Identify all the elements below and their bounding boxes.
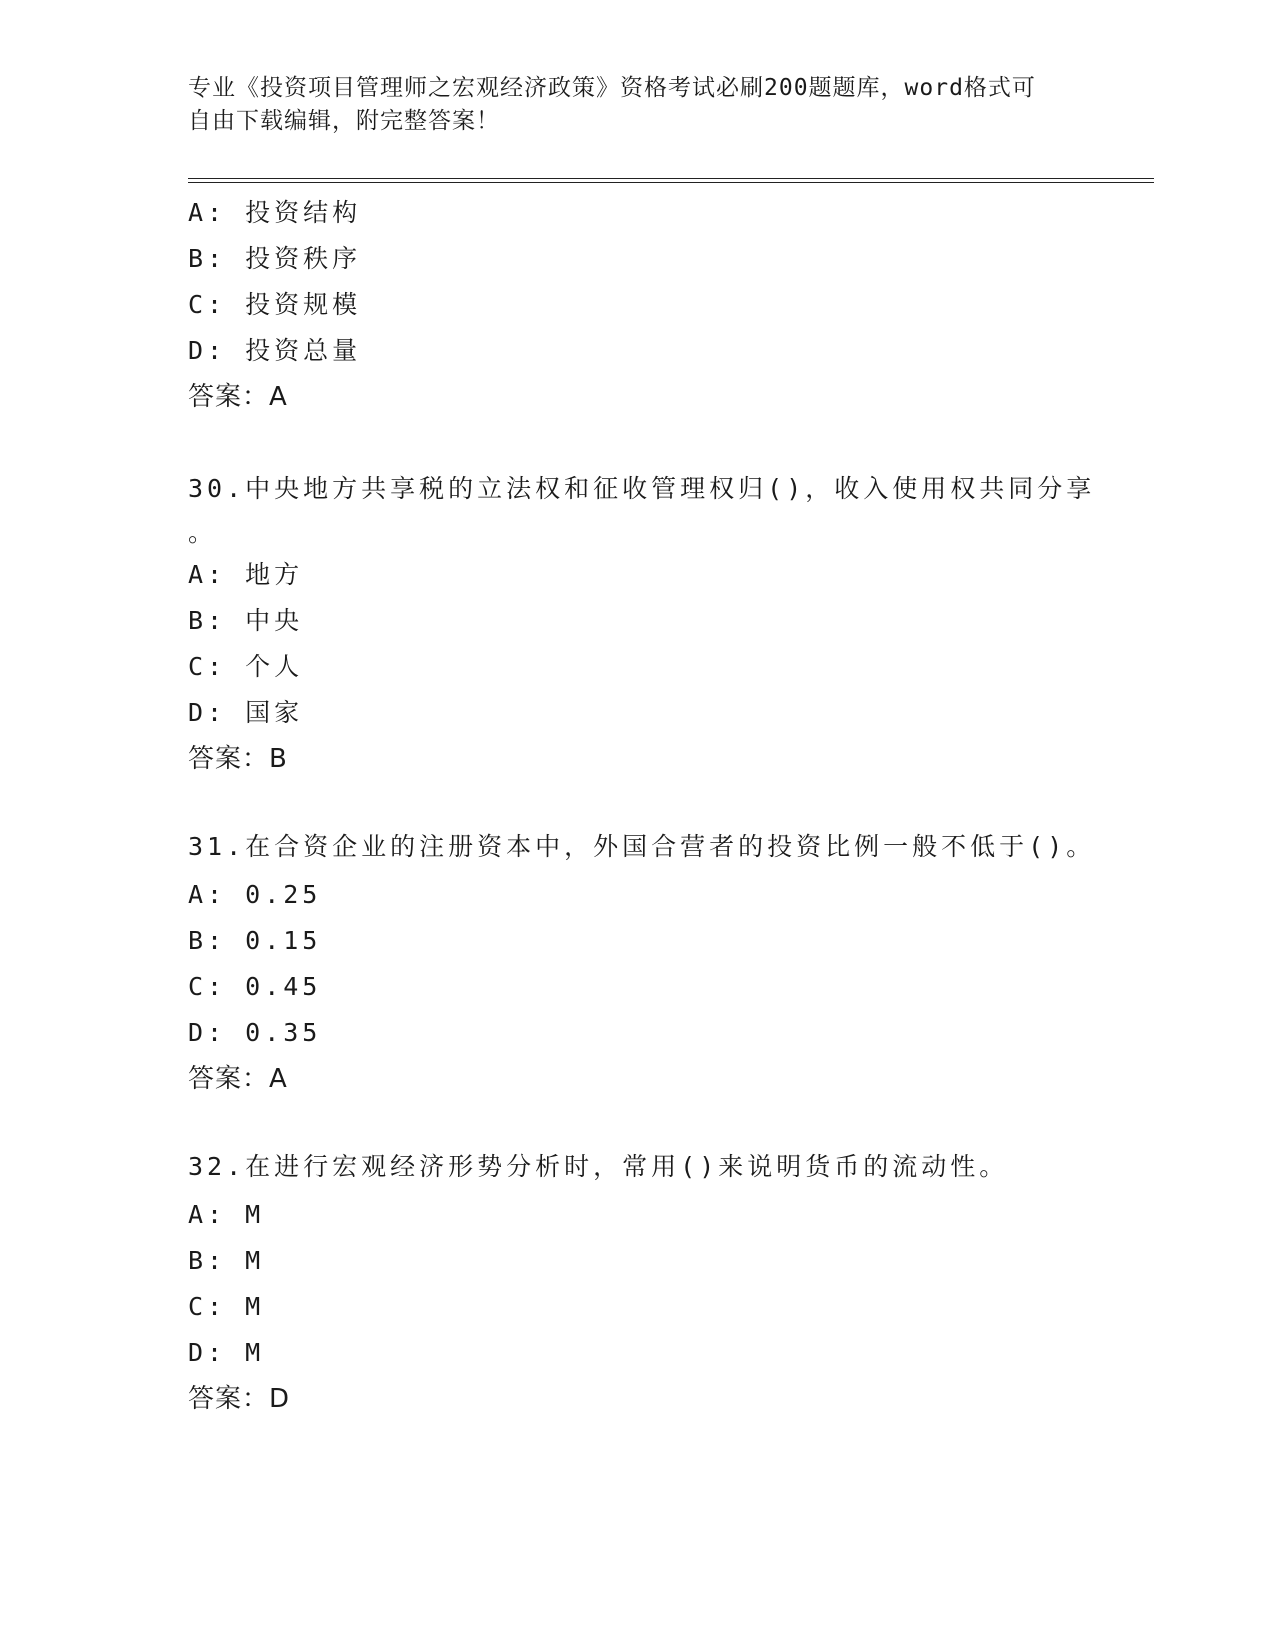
option-c: C: 个人: [188, 652, 304, 681]
question-block-32: [188, 1142, 1118, 1422]
question-block-31: [188, 822, 1118, 1102]
answer-line: 答案：A: [188, 382, 288, 412]
option-d: D: 投资总量: [188, 336, 362, 365]
document-header: [188, 72, 1068, 138]
question-text: 32.在进行宏观经济形势分析时，常用()来说明货币的流动性。: [188, 1152, 1009, 1181]
question-block-continued: [188, 190, 1118, 420]
option-c: C: 0.45: [188, 972, 322, 1001]
option-a: A: 0.25: [188, 880, 322, 909]
option-b: B: M: [188, 1246, 265, 1275]
header-divider: [188, 178, 1154, 183]
option-d: D: 国家: [188, 698, 304, 727]
option-c: C: M: [188, 1292, 265, 1321]
answer-line: 答案：D: [188, 1384, 291, 1414]
option-c: C: 投资规模: [188, 290, 362, 319]
answer-line: 答案：B: [188, 744, 288, 774]
header-line-1: 专业《投资项目管理师之宏观经济政策》资格考试必刷200题题库，word格式可: [188, 75, 1036, 101]
option-b: B: 0.15: [188, 926, 322, 955]
option-d: D: 0.35: [188, 1018, 322, 1047]
answer-line: 答案：A: [188, 1064, 288, 1094]
option-a: A: 地方: [188, 560, 304, 589]
question-block-30: [188, 464, 1118, 782]
option-d: D: M: [188, 1338, 265, 1367]
question-text: [188, 464, 1118, 552]
question-text-line-1: 30.中央地方共享税的立法权和征收管理权归()，收入使用权共同分享: [188, 474, 1096, 503]
question-text: 31.在合资企业的注册资本中，外国合营者的投资比例一般不低于()。: [188, 832, 1096, 861]
option-b: B: 中央: [188, 606, 304, 635]
header-line-2: 自由下载编辑，附完整答案！: [188, 108, 500, 134]
option-a: A: 投资结构: [188, 198, 362, 227]
option-a: A: M: [188, 1200, 265, 1229]
question-text-line-2: 。: [188, 518, 218, 547]
question-list: [188, 190, 1118, 1422]
option-b: B: 投资秩序: [188, 244, 362, 273]
